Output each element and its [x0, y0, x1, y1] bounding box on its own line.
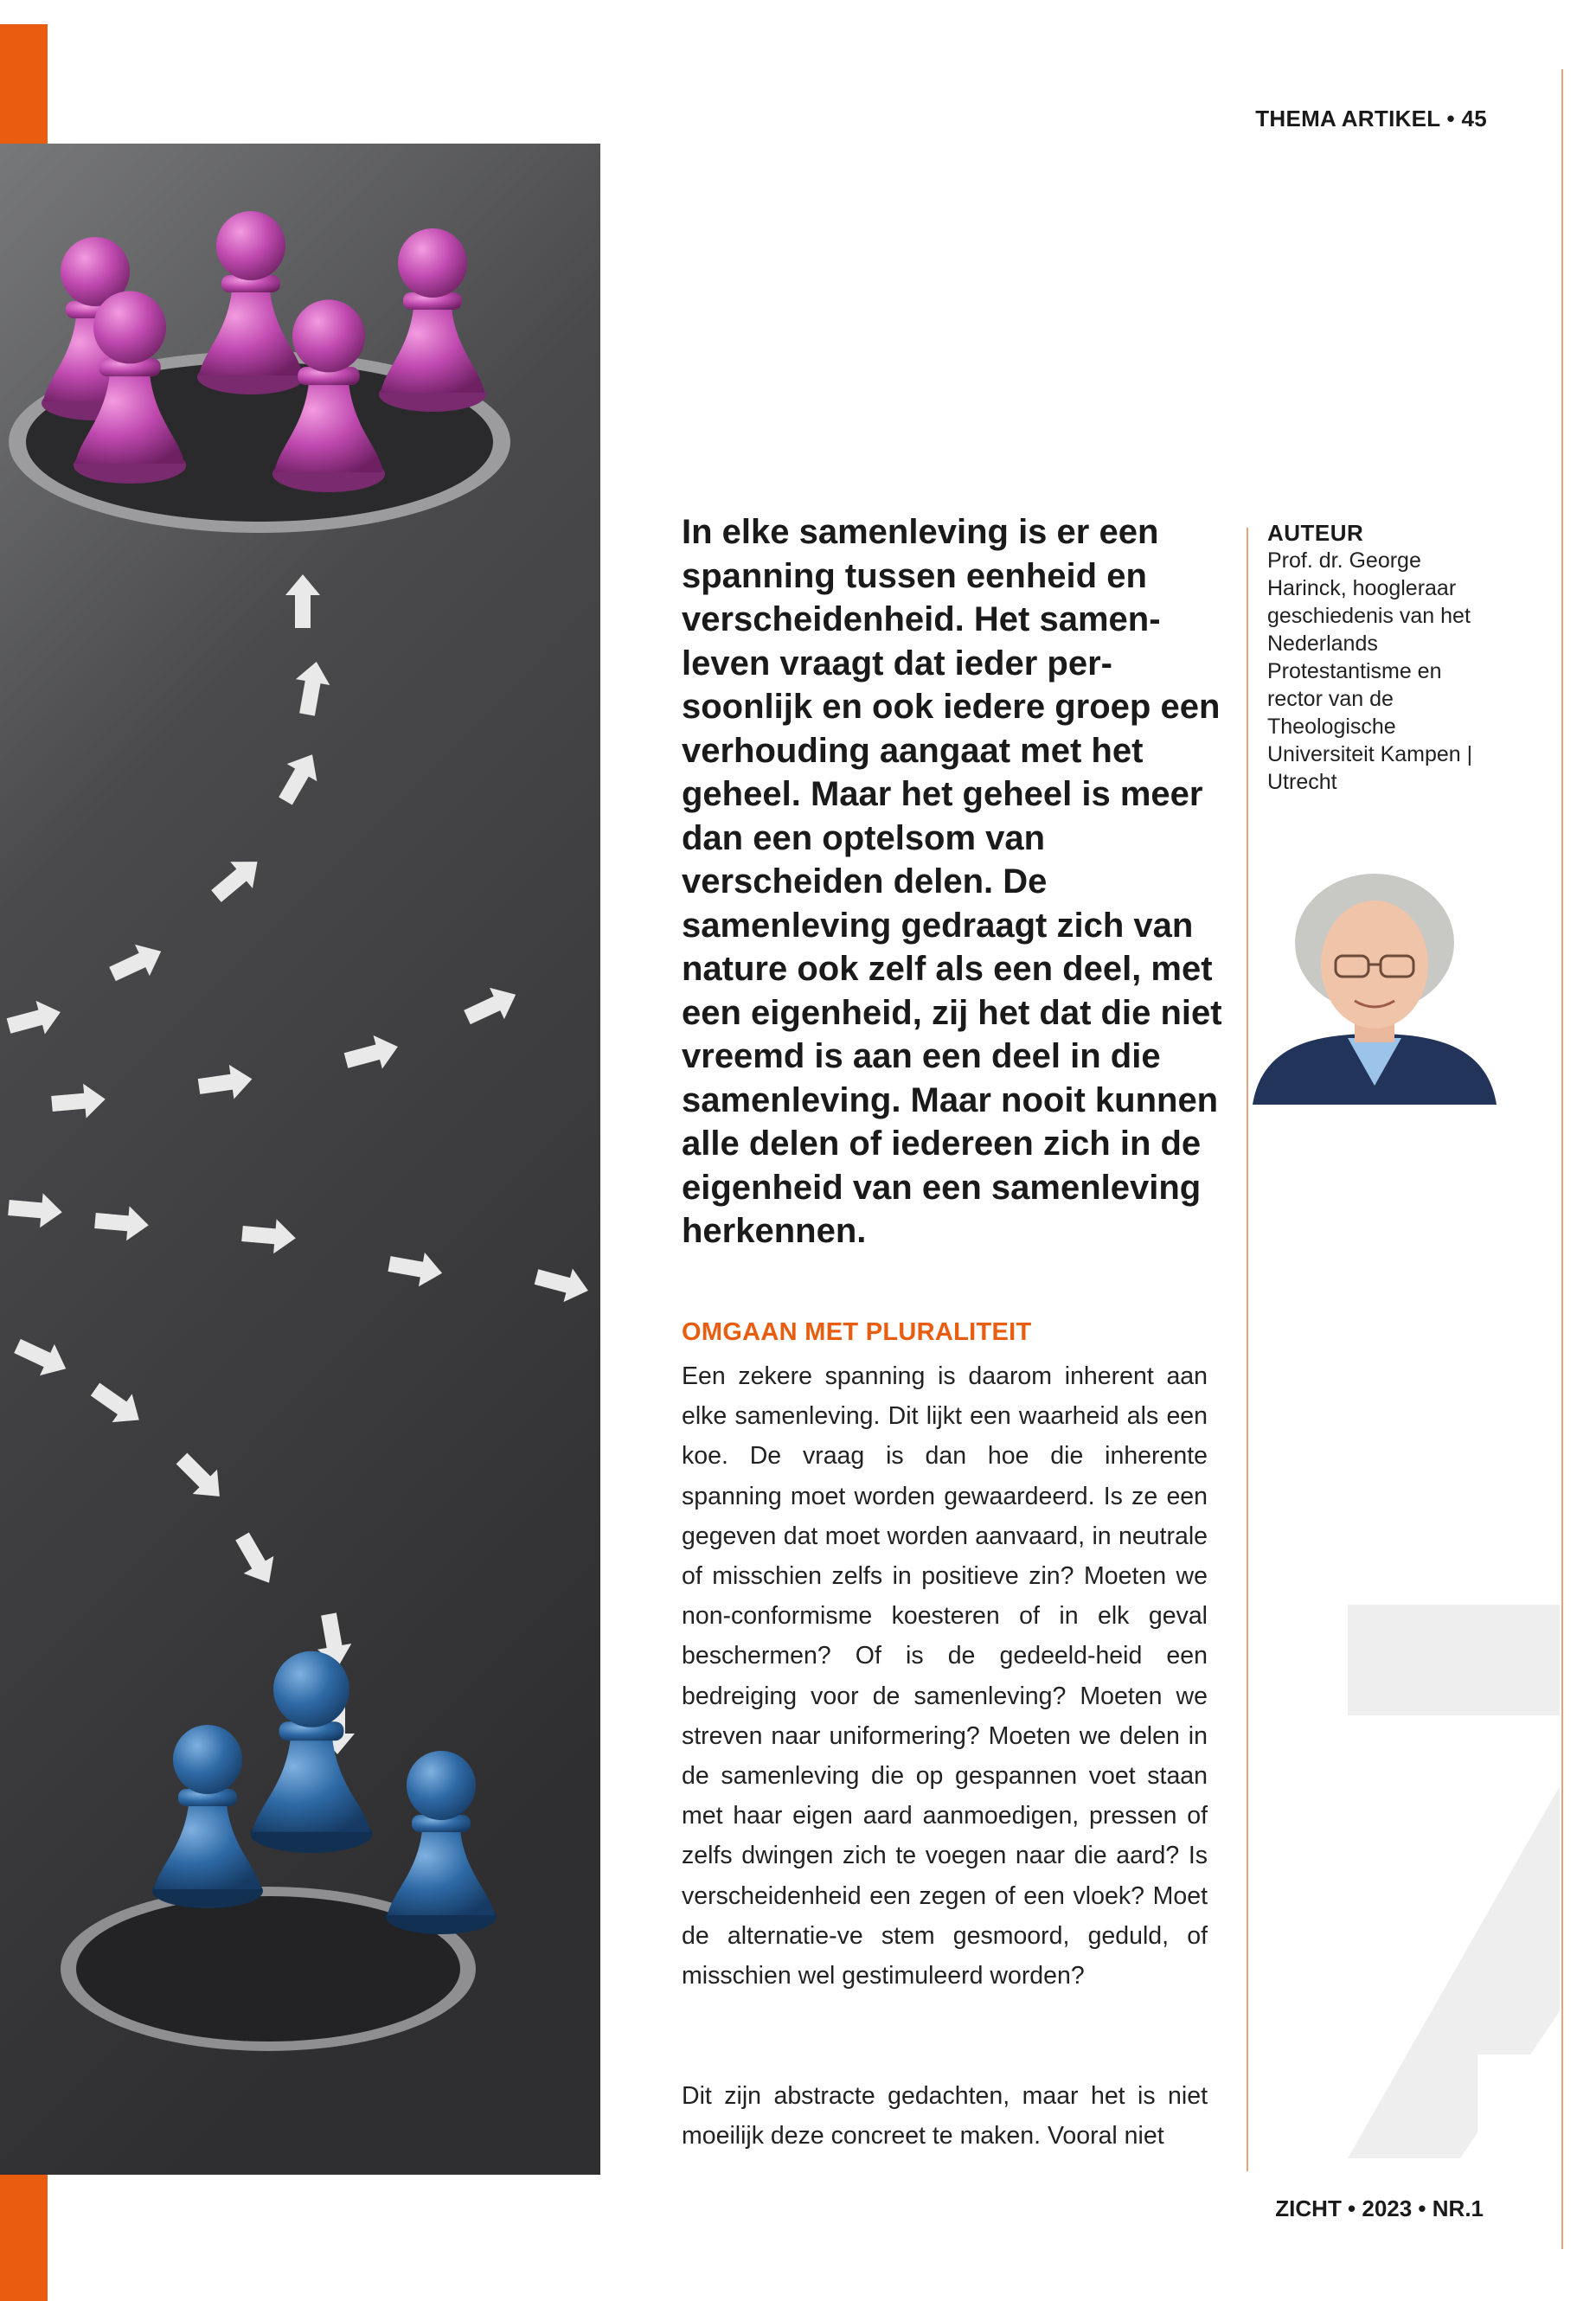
author-box [1267, 519, 1492, 796]
body-paragraph: Een zekere spanning is daarom inherent aan elke samenleving. Dit lijkt een waarheid als een koe. De vraag is dan hoe die inherente spanning moet worden gewaardeerd. Is ze een gegeven dat moet worden aanvaard, in neutrale of misschien zelfs in positieve zin? Moeten we non-conformisme koesteren of in elk geval beschermen? Of is de gedeeld-heid een bedreiging voor de samenleving? Moeten we streven naar uniformering? Moeten we delen in de samenleving die op gespannen voet staan met haar eigen aard aanmoedigen, pressen of zelfs dwingen zich te voegen naar die aard? Is verscheidenheid een zegen of een vloek? Moet de alternatie-ve stem gesmoord, geduld, of misschien wel gestimuleerd worden? [682, 1362, 1208, 1990]
author-bio: Prof. dr. George Harinck, hoogleraar geschiedenis van het Nederlands Protestantisme en rector van de Theologische Universiteit Kampen | Utrecht [1267, 548, 1473, 794]
author-column-rule [1247, 528, 1248, 2171]
author-portrait [1253, 861, 1497, 1105]
decorative-z-shape [1348, 1605, 1560, 2158]
right-margin-rule [1561, 69, 1563, 2249]
section-page-label: THEMA ARTIKEL • 45 [1255, 106, 1487, 131]
intro-lead-text: In elke samenleving is er een spanning tussen eenheid en verscheidenheid. Het samen-leven vraagt dat ieder per-soonlijk en ook iedere groep een verhouding aangaat met het geheel. Maar het geheel is meer dan een optelsom van verscheiden delen. De samenleving gedraagt zich van nature ook zelf als een deel, met een eigenheid, zij het dat die niet vreemd is aan een deel in die samenleving. Maar nooit kunnen alle delen of iedereen zich in de eigenheid van een samenleving herkennen. [682, 513, 1222, 1250]
section-heading: OMGAAN MET PLURALITEIT [682, 1318, 1032, 1346]
pawns-illustration [0, 144, 600, 2175]
footer-issue-label: ZICHT • 2023 • NR.1 [1275, 2195, 1484, 2221]
orange-accent-bar-bottom [0, 2173, 48, 2301]
orange-accent-bar-top [0, 24, 48, 144]
body-paragraph: Dit zijn abstracte gedachten, maar het is niet moeilijk deze concreet te maken. Vooral niet [682, 2082, 1208, 2150]
author-label: AUTEUR [1267, 520, 1364, 546]
